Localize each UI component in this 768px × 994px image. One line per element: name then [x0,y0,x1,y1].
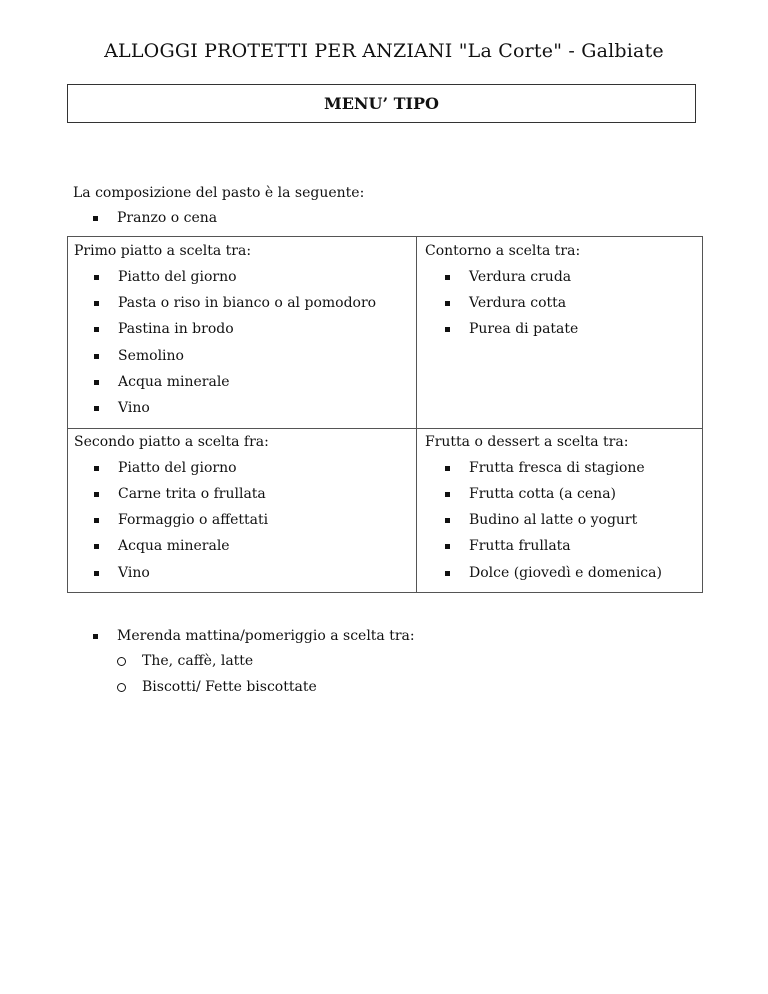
list-item [94,486,266,502]
list-item [445,460,645,476]
square-bullet-icon [94,466,99,471]
square-bullet-icon [94,406,99,411]
square-bullet-icon [94,354,99,359]
item-label: Budino al latte o yogurt [469,512,638,528]
square-bullet-icon [94,301,99,306]
snack-option-label: Biscotti/ Fette biscottate [142,679,317,695]
list-item [94,512,268,528]
cell-heading: Primo piatto a scelta tra: [74,243,252,259]
item-label: Formaggio o affettati [118,512,269,528]
menu-title: MENU’ TIPO [324,94,439,113]
snack-label: Merenda mattina/pomeriggio a scelta tra: [117,628,415,644]
item-label: Carne trita o frullata [118,486,266,502]
snack-bullet [93,628,415,644]
item-label: Piatto del giorno [118,269,237,285]
snack-option [117,653,253,669]
table-divider-horizontal [68,428,702,429]
list-item [445,512,637,528]
list-item [94,538,230,554]
square-bullet-icon [445,544,450,549]
list-item [445,538,571,554]
item-label: Semolino [118,348,184,364]
item-label: Vino [118,565,150,581]
item-label: Frutta frullata [469,538,571,554]
square-bullet-icon [445,492,450,497]
list-item [94,321,234,337]
item-label: Pasta o riso in bianco o al pomodoro [118,295,377,311]
list-item [94,269,237,285]
square-bullet-icon [93,216,98,221]
list-item [94,374,230,390]
list-item [94,400,150,416]
menu-title-box [67,84,696,123]
item-label: Piatto del giorno [118,460,237,476]
square-bullet-icon [94,327,99,332]
square-bullet-icon [445,466,450,471]
snack-option [117,679,317,695]
table-divider-vertical [416,237,417,592]
list-item [94,348,184,364]
square-bullet-icon [94,492,99,497]
cell-heading: Secondo piatto a scelta fra: [74,434,269,450]
intro-text: La composizione del pasto è la seguente: [73,185,365,201]
list-item [445,295,566,311]
item-label: Pastina in brodo [118,321,234,337]
item-label: Dolce (giovedì e domenica) [469,565,662,581]
list-item [94,295,376,311]
menu-table [67,236,703,593]
snack-option-label: The, caffè, latte [142,653,254,669]
square-bullet-icon [93,634,98,639]
square-bullet-icon [445,275,450,280]
item-label: Purea di patate [469,321,579,337]
list-item [445,269,571,285]
list-item [445,321,578,337]
item-label: Acqua minerale [118,374,230,390]
square-bullet-icon [445,327,450,332]
item-label: Acqua minerale [118,538,230,554]
list-item [445,565,662,581]
cell-heading: Contorno a scelta tra: [425,243,581,259]
circle-bullet-icon [117,657,126,666]
square-bullet-icon [445,571,450,576]
item-label: Verdura cruda [469,269,572,285]
square-bullet-icon [94,571,99,576]
meal-type-bullet [93,210,217,226]
square-bullet-icon [445,518,450,523]
square-bullet-icon [94,518,99,523]
square-bullet-icon [445,301,450,306]
square-bullet-icon [94,380,99,385]
item-label: Vino [118,400,150,416]
list-item [94,565,150,581]
meal-type-label: Pranzo o cena [117,210,218,226]
square-bullet-icon [94,544,99,549]
item-label: Frutta cotta (a cena) [469,486,616,502]
item-label: Verdura cotta [469,295,567,311]
list-item [445,486,616,502]
square-bullet-icon [94,275,99,280]
document-header-title: ALLOGGI PROTETTI PER ANZIANI "La Corte" - Galbiate [104,40,664,62]
circle-bullet-icon [117,683,126,692]
list-item [94,460,237,476]
item-label: Frutta fresca di stagione [469,460,645,476]
cell-heading: Frutta o dessert a scelta tra: [425,434,629,450]
